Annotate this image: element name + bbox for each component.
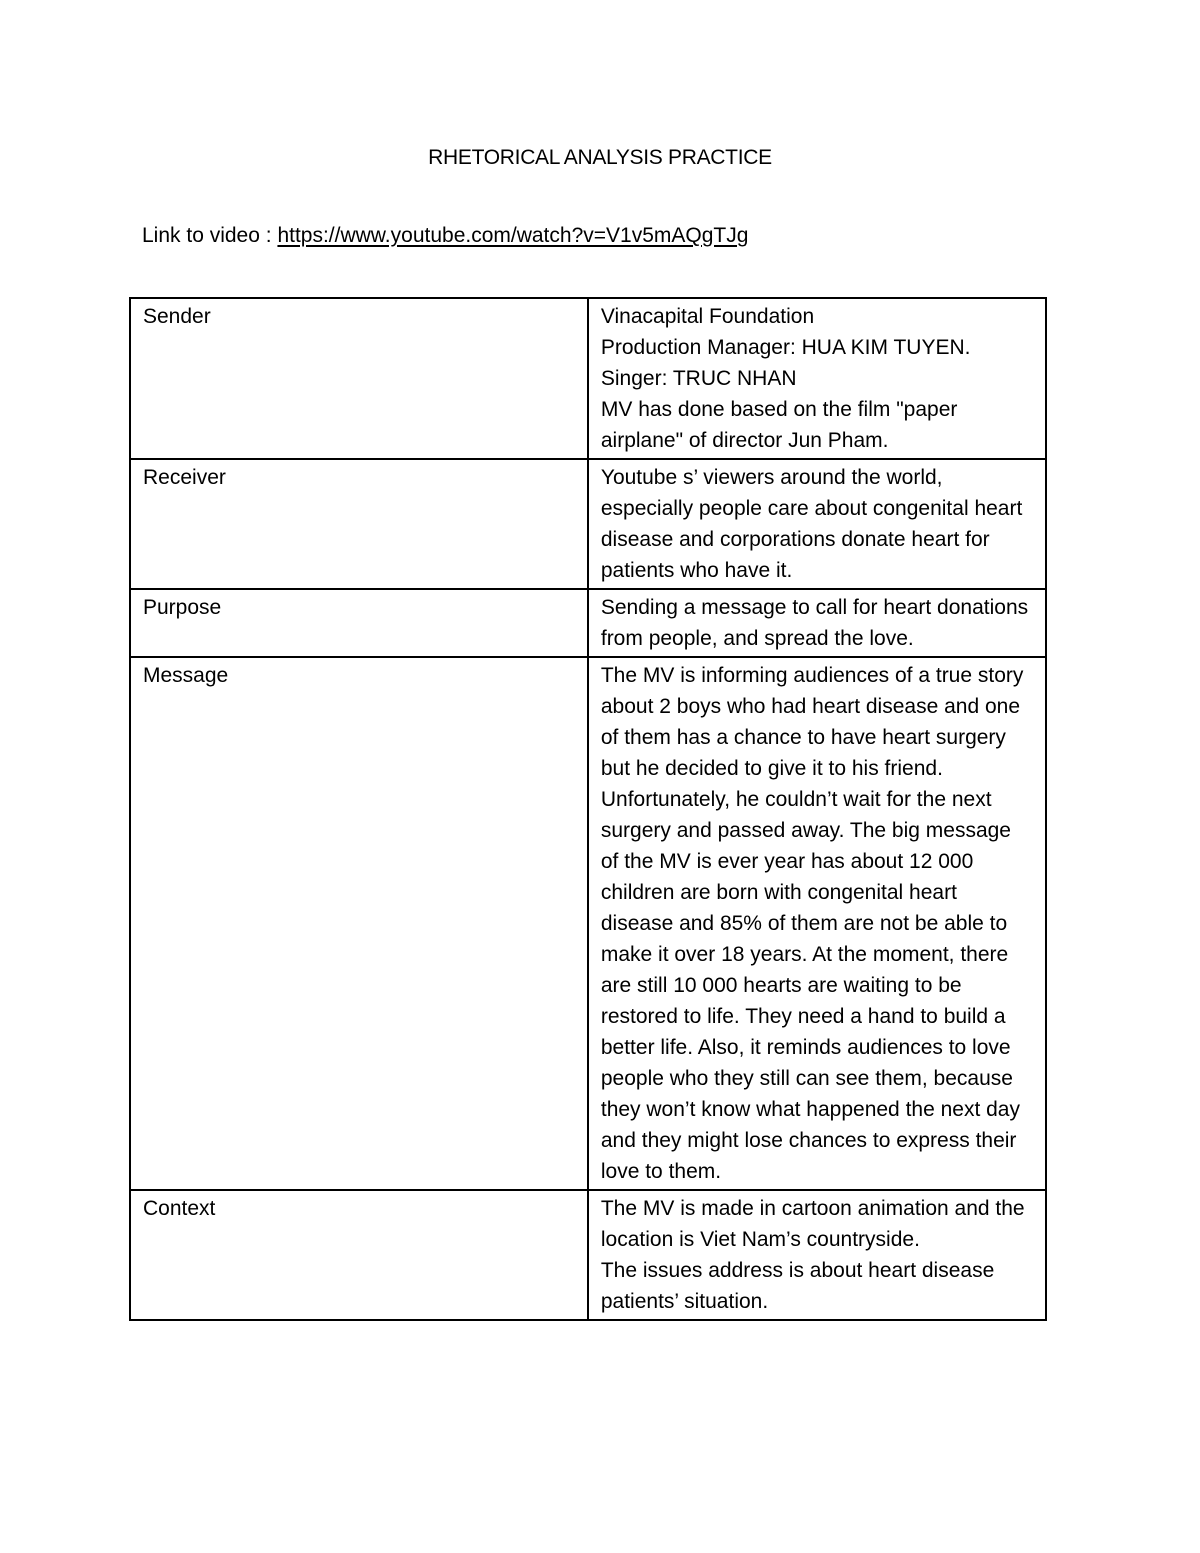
- table-row-purpose: [130, 589, 1046, 657]
- row-value: The MV is made in cartoon animation and the location is Viet Nam’s countryside. The issues address is about heart disease patients’ situation.: [588, 1190, 1046, 1320]
- row-label: Message: [130, 657, 588, 1190]
- row-label: Context: [130, 1190, 588, 1320]
- row-value: Vinacapital Foundation Production Manager: HUA KIM TUYEN. Singer: TRUC NHAN MV has done based on the film "paper airplane" of director Jun Pham.: [588, 298, 1046, 459]
- row-value: Sending a message to call for heart donations from people, and spread the love.: [588, 589, 1046, 657]
- row-label: Sender: [130, 298, 588, 459]
- row-label: Purpose: [130, 589, 588, 657]
- table-row-sender: [130, 298, 1046, 459]
- table-row-context: [130, 1190, 1046, 1320]
- page-title: RHETORICAL ANALYSIS PRACTICE: [428, 146, 772, 169]
- row-label: Receiver: [130, 459, 588, 589]
- row-value: Youtube s’ viewers around the world, especially people care about congenital heart disease and corporations donate heart for patients who have it.: [588, 459, 1046, 589]
- analysis-table: [129, 297, 1047, 1321]
- table-row-receiver: [130, 459, 1046, 589]
- link-label: Link to video :: [142, 224, 272, 247]
- video-link[interactable]: https://www.youtube.com/watch?v=V1v5mAQgTJg: [277, 224, 749, 247]
- video-link-line: [142, 224, 748, 248]
- table-row-message: [130, 657, 1046, 1190]
- row-value: The MV is informing audiences of a true story about 2 boys who had heart disease and one of them has a chance to have heart surgery but he decided to give it to his friend. Unfortunately, he couldn’t wait for the next surgery and passed away. The big message of the MV is ever year has about 12 000 children are born with congenital heart disease and 85% of them are not be able to make it over 18 years. At the moment, there are still 10 000 hearts are waiting to be restored to life. They need a hand to build a better life. Also, it reminds audiences to love people who they still can see them, because they won’t know what happened the next day and they might lose chances to express their love to them.: [588, 657, 1046, 1190]
